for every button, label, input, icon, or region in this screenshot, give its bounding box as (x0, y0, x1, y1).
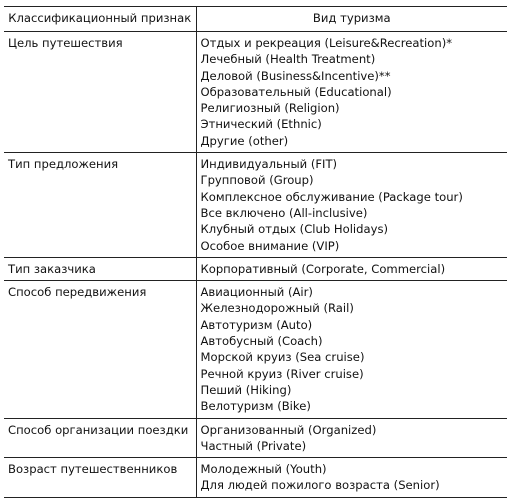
tourism-type: Религиозный (Religion) (200, 101, 340, 116)
tourism-type: Образовательный (Educational) (200, 84, 392, 99)
tourism-type: Другие (other) (200, 133, 289, 148)
tourism-type: Отдых и рекреация (Leisure&Recreation)* (200, 36, 453, 50)
table-row (4, 281, 507, 418)
tourism-type: Автобусный (Coach) (200, 334, 323, 349)
table-row (4, 458, 507, 498)
tourism-type: Комплексное обслуживание (Package tour) (200, 189, 463, 204)
tourism-type: Речной круиз (River cruise) (200, 366, 364, 381)
criterion-cell: Возраст путешественников (4, 458, 196, 498)
tourism-type: Индивидуальный (FIT) (200, 157, 338, 172)
tourism-classification-table (4, 6, 507, 498)
table-row (4, 418, 507, 458)
criterion-cell: Тип заказчика (4, 257, 196, 280)
tourism-types-cell (196, 458, 507, 498)
tourism-type: Морской круиз (Sea cruise) (200, 350, 365, 365)
criterion-cell: Способ передвижения (4, 281, 196, 418)
tourism-type: Клубный отдых (Club Holidays) (200, 222, 389, 237)
criterion-cell: Способ организации поездки (4, 418, 196, 458)
header-tourism-type: Вид туризма (196, 7, 507, 32)
tourism-type: Лечебный (Health Treatment) (200, 52, 376, 67)
tourism-types-cell (196, 32, 507, 153)
tourism-type: Деловой (Business&Incentive)** (200, 68, 391, 83)
tourism-type: Велотуризм (Bike) (200, 399, 311, 414)
header-row (4, 7, 507, 32)
tourism-type: Групповой (Group) (200, 173, 314, 188)
table-header (4, 7, 507, 32)
tourism-type: Корпоративный (Corporate, Commercial) (200, 261, 446, 276)
tourism-type: Все включено (All-inclusive) (200, 205, 368, 220)
criterion-cell: Тип предложения (4, 153, 196, 258)
table-body (4, 32, 507, 498)
tourism-type: Автотуризм (Auto) (200, 317, 313, 332)
criterion-cell: Цель путешествия (4, 32, 196, 153)
tourism-type: Авиационный (Air) (200, 285, 313, 300)
table-row (4, 153, 507, 258)
tourism-type: Организованный (Organized) (200, 422, 377, 437)
tourism-types-cell (196, 153, 507, 258)
tourism-types-cell (196, 281, 507, 418)
tourism-types-cell (196, 418, 507, 458)
tourism-type: Молодежный (Youth) (200, 462, 327, 477)
table-row (4, 32, 507, 153)
tourism-type: Этнический (Ethnic) (200, 117, 322, 132)
tourism-type: Для людей пожилого возраста (Senior) (200, 478, 440, 493)
tourism-type: Железнодорожный (Rail) (200, 301, 354, 316)
header-criterion: Классификационный признак (4, 7, 196, 32)
tourism-type: Частный (Private) (200, 438, 307, 453)
tourism-type: Особое внимание (VIP) (200, 238, 340, 253)
table-row (4, 257, 507, 280)
tourism-types-cell (196, 257, 507, 280)
tourism-type: Пеший (Hiking) (200, 382, 292, 397)
